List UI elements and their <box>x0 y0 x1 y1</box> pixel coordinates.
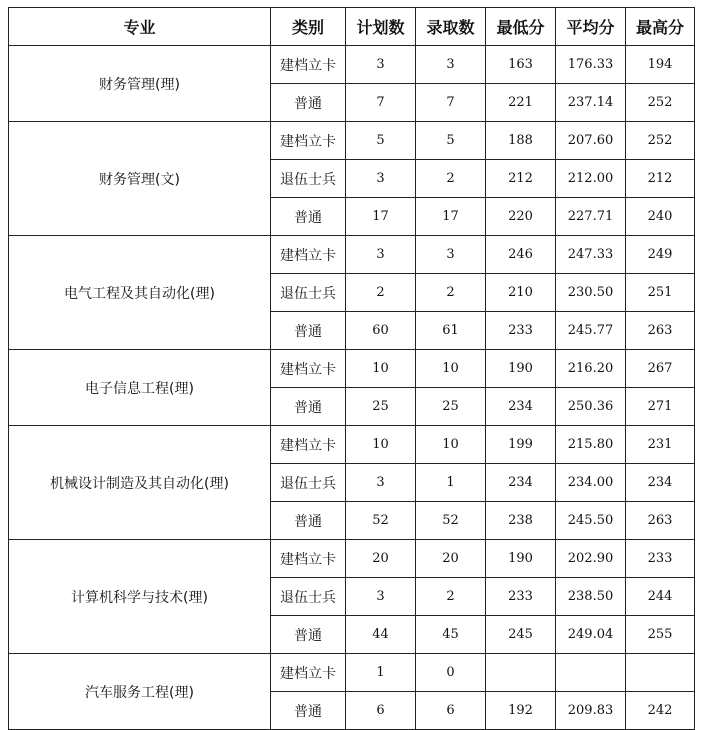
category-cell: 建档立卡 <box>271 236 346 274</box>
major-name-cell: 电子信息工程(理) <box>9 350 271 426</box>
min-score-cell: 245 <box>486 616 556 654</box>
table-row <box>9 540 695 578</box>
avg-score-cell: 237.14 <box>556 84 626 122</box>
avg-score-cell: 176.33 <box>556 46 626 84</box>
avg-score-cell: 209.83 <box>556 692 626 730</box>
admitted-count-cell: 7 <box>416 84 486 122</box>
category-cell: 退伍士兵 <box>271 578 346 616</box>
min-score-cell: 210 <box>486 274 556 312</box>
avg-score-cell: 250.36 <box>556 388 626 426</box>
column-header-min-score: 最低分 <box>486 8 556 46</box>
min-score-cell: 234 <box>486 464 556 502</box>
admitted-count-cell: 5 <box>416 122 486 160</box>
column-header-plan: 计划数 <box>346 8 416 46</box>
min-score-cell: 234 <box>486 388 556 426</box>
category-cell: 建档立卡 <box>271 426 346 464</box>
category-cell: 建档立卡 <box>271 46 346 84</box>
max-score-cell: 194 <box>626 46 695 84</box>
admitted-count-cell: 6 <box>416 692 486 730</box>
column-header-max-score: 最高分 <box>626 8 695 46</box>
min-score-cell <box>486 654 556 692</box>
major-name-cell: 电气工程及其自动化(理) <box>9 236 271 350</box>
plan-count-cell: 3 <box>346 236 416 274</box>
category-cell: 普通 <box>271 388 346 426</box>
avg-score-cell: 227.71 <box>556 198 626 236</box>
plan-count-cell: 5 <box>346 122 416 160</box>
admitted-count-cell: 17 <box>416 198 486 236</box>
admitted-count-cell: 61 <box>416 312 486 350</box>
table-row <box>9 122 695 160</box>
min-score-cell: 212 <box>486 160 556 198</box>
category-cell: 建档立卡 <box>271 350 346 388</box>
category-cell: 普通 <box>271 616 346 654</box>
avg-score-cell: 247.33 <box>556 236 626 274</box>
admitted-count-cell: 2 <box>416 274 486 312</box>
table-body <box>9 46 695 730</box>
plan-count-cell: 7 <box>346 84 416 122</box>
plan-count-cell: 3 <box>346 160 416 198</box>
header-row <box>9 8 695 46</box>
plan-count-cell: 10 <box>346 426 416 464</box>
admitted-count-cell: 0 <box>416 654 486 692</box>
category-cell: 普通 <box>271 312 346 350</box>
table-row <box>9 46 695 84</box>
major-name-cell: 汽车服务工程(理) <box>9 654 271 730</box>
plan-count-cell: 3 <box>346 578 416 616</box>
max-score-cell: 242 <box>626 692 695 730</box>
min-score-cell: 238 <box>486 502 556 540</box>
min-score-cell: 190 <box>486 350 556 388</box>
admitted-count-cell: 2 <box>416 160 486 198</box>
admitted-count-cell: 3 <box>416 236 486 274</box>
min-score-cell: 233 <box>486 312 556 350</box>
admitted-count-cell: 52 <box>416 502 486 540</box>
max-score-cell: 249 <box>626 236 695 274</box>
min-score-cell: 246 <box>486 236 556 274</box>
column-header-category: 类别 <box>271 8 346 46</box>
max-score-cell: 244 <box>626 578 695 616</box>
table-row <box>9 350 695 388</box>
admitted-count-cell: 20 <box>416 540 486 578</box>
plan-count-cell: 52 <box>346 502 416 540</box>
max-score-cell: 251 <box>626 274 695 312</box>
column-header-admitted: 录取数 <box>416 8 486 46</box>
major-name-cell: 财务管理(理) <box>9 46 271 122</box>
plan-count-cell: 6 <box>346 692 416 730</box>
admitted-count-cell: 2 <box>416 578 486 616</box>
major-name-cell: 计算机科学与技术(理) <box>9 540 271 654</box>
max-score-cell: 252 <box>626 84 695 122</box>
category-cell: 建档立卡 <box>271 654 346 692</box>
avg-score-cell: 245.77 <box>556 312 626 350</box>
min-score-cell: 163 <box>486 46 556 84</box>
major-name-cell: 财务管理(文) <box>9 122 271 236</box>
plan-count-cell: 25 <box>346 388 416 426</box>
category-cell: 建档立卡 <box>271 540 346 578</box>
min-score-cell: 188 <box>486 122 556 160</box>
max-score-cell: 255 <box>626 616 695 654</box>
avg-score-cell: 238.50 <box>556 578 626 616</box>
max-score-cell: 234 <box>626 464 695 502</box>
plan-count-cell: 3 <box>346 464 416 502</box>
category-cell: 建档立卡 <box>271 122 346 160</box>
category-cell: 普通 <box>271 198 346 236</box>
column-header-major: 专业 <box>9 8 271 46</box>
max-score-cell: 271 <box>626 388 695 426</box>
plan-count-cell: 3 <box>346 46 416 84</box>
admission-score-table <box>8 7 695 730</box>
avg-score-cell: 216.20 <box>556 350 626 388</box>
plan-count-cell: 2 <box>346 274 416 312</box>
category-cell: 普通 <box>271 692 346 730</box>
plan-count-cell: 44 <box>346 616 416 654</box>
min-score-cell: 220 <box>486 198 556 236</box>
category-cell: 普通 <box>271 502 346 540</box>
min-score-cell: 192 <box>486 692 556 730</box>
category-cell: 退伍士兵 <box>271 274 346 312</box>
max-score-cell: 233 <box>626 540 695 578</box>
min-score-cell: 233 <box>486 578 556 616</box>
admitted-count-cell: 10 <box>416 350 486 388</box>
min-score-cell: 190 <box>486 540 556 578</box>
avg-score-cell: 202.90 <box>556 540 626 578</box>
max-score-cell: 263 <box>626 312 695 350</box>
min-score-cell: 199 <box>486 426 556 464</box>
category-cell: 退伍士兵 <box>271 160 346 198</box>
max-score-cell: 263 <box>626 502 695 540</box>
category-cell: 退伍士兵 <box>271 464 346 502</box>
avg-score-cell: 234.00 <box>556 464 626 502</box>
category-cell: 普通 <box>271 84 346 122</box>
avg-score-cell: 230.50 <box>556 274 626 312</box>
major-name-cell: 机械设计制造及其自动化(理) <box>9 426 271 540</box>
max-score-cell: 212 <box>626 160 695 198</box>
plan-count-cell: 1 <box>346 654 416 692</box>
avg-score-cell: 212.00 <box>556 160 626 198</box>
plan-count-cell: 17 <box>346 198 416 236</box>
admitted-count-cell: 45 <box>416 616 486 654</box>
admitted-count-cell: 3 <box>416 46 486 84</box>
avg-score-cell: 245.50 <box>556 502 626 540</box>
avg-score-cell: 249.04 <box>556 616 626 654</box>
avg-score-cell <box>556 654 626 692</box>
column-header-avg-score: 平均分 <box>556 8 626 46</box>
table-row <box>9 236 695 274</box>
plan-count-cell: 10 <box>346 350 416 388</box>
max-score-cell: 252 <box>626 122 695 160</box>
max-score-cell: 267 <box>626 350 695 388</box>
admitted-count-cell: 10 <box>416 426 486 464</box>
min-score-cell: 221 <box>486 84 556 122</box>
avg-score-cell: 215.80 <box>556 426 626 464</box>
max-score-cell: 231 <box>626 426 695 464</box>
admitted-count-cell: 1 <box>416 464 486 502</box>
table-row <box>9 654 695 692</box>
plan-count-cell: 20 <box>346 540 416 578</box>
table-row <box>9 426 695 464</box>
admitted-count-cell: 25 <box>416 388 486 426</box>
plan-count-cell: 60 <box>346 312 416 350</box>
max-score-cell: 240 <box>626 198 695 236</box>
max-score-cell <box>626 654 695 692</box>
avg-score-cell: 207.60 <box>556 122 626 160</box>
